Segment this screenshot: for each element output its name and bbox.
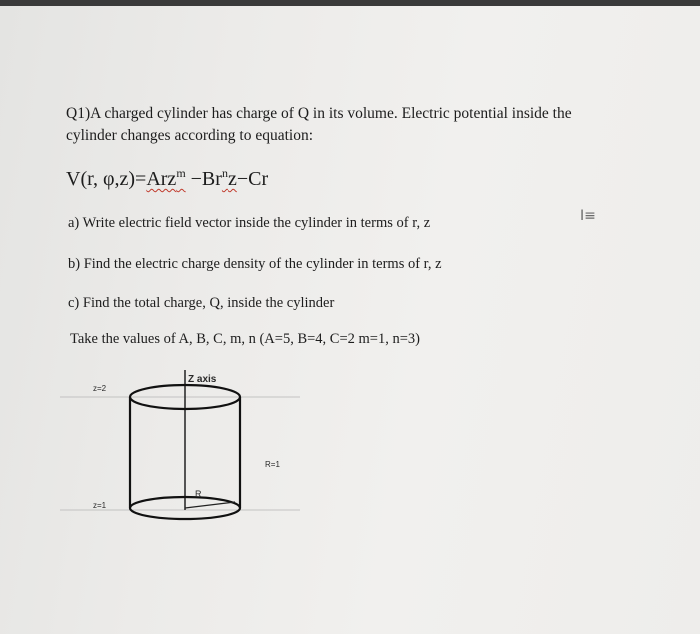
radius-value-label: R=1 (265, 460, 280, 469)
equation-term-3: −Cr (236, 168, 269, 190)
question-line-2: cylinder changes according to equation: (66, 127, 314, 144)
potential-equation (66, 166, 268, 191)
question-line-1: Q1)A charged cylinder has charge of Q in its volume. Electric potential inside the (66, 105, 572, 122)
z-axis-label: Z axis (188, 374, 217, 385)
part-a: a) Write electric field vector inside the cylinder in terms of r, z (68, 215, 431, 231)
equation-lhs: V(r, φ,z)= (66, 168, 147, 190)
radius-line (185, 502, 235, 508)
part-c: c) Find the total charge, Q, inside the cylinder (68, 295, 335, 311)
top-edge (0, 0, 700, 6)
z-top-label: z=2 (93, 384, 107, 393)
equation-term-1: Arz$^m$ (146, 166, 186, 190)
equation-term-2-prefix: −Br (185, 168, 222, 190)
equation-term-2: $^n$z (221, 166, 237, 190)
values-line: Take the values of A, B, C, m, n (A=5, B=4, C=2 m=1, n=3) (70, 331, 420, 347)
cylinder-diagram (60, 360, 320, 530)
z-bottom-label: z=1 (93, 501, 107, 510)
radius-r-label: R (195, 489, 202, 499)
question-text (66, 103, 572, 147)
text-cursor-icon: I≡ (580, 208, 596, 224)
part-b: b) Find the electric charge density of the cylinder in terms of r, z (68, 256, 442, 272)
